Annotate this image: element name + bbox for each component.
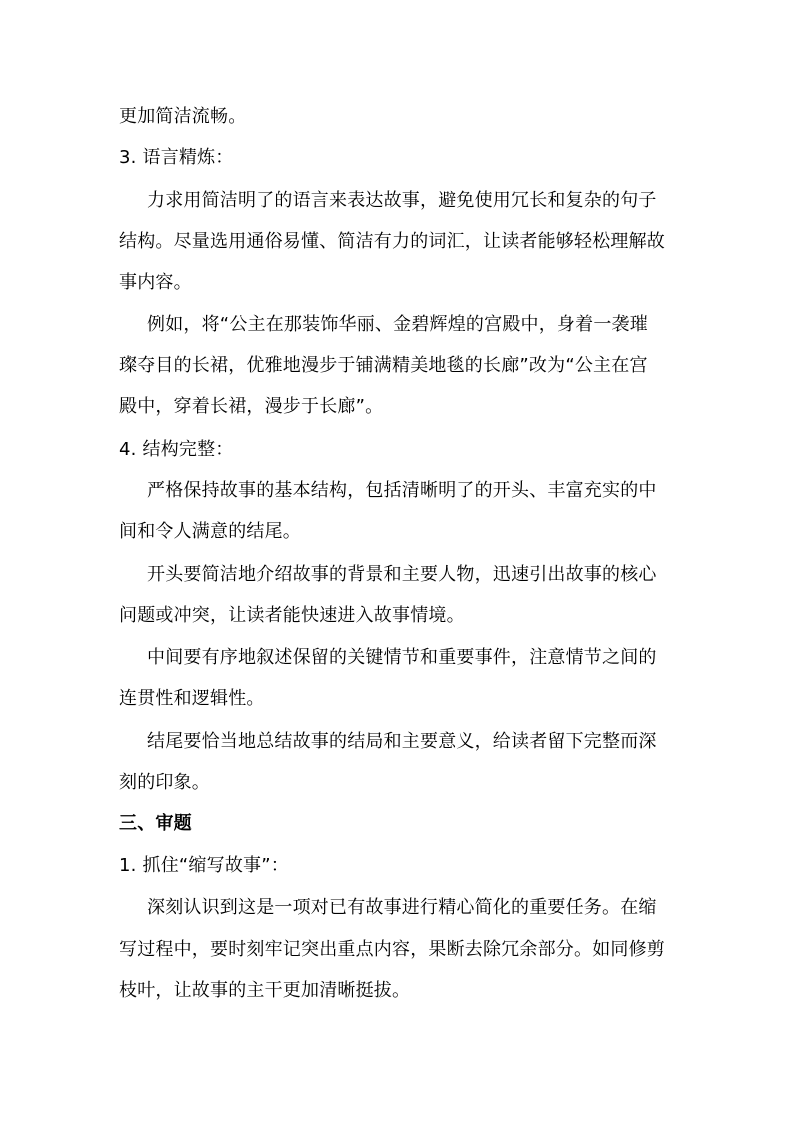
paragraph-line: 间和令人满意的结尾。 xyxy=(119,521,301,542)
list-item-heading: 3. 语言精炼： xyxy=(119,147,234,168)
paragraph-line: 事内容。 xyxy=(119,272,192,293)
paragraph-line: 问题或冲突，让读者能快速进入故事情境。 xyxy=(119,605,465,626)
paragraph-line: 力求用简洁明了的语言来表达故事，避免使用冗长和复杂的句子 xyxy=(147,190,657,211)
paragraph-line: 更加简洁流畅。 xyxy=(119,106,247,127)
paragraph-line: 殿中，穿着长裙，漫步于长廊”。 xyxy=(119,396,384,417)
section-heading: 三、审题 xyxy=(119,813,192,834)
paragraph-line: 结构。尽量选用通俗易懂、简洁有力的词汇，让读者能够轻松理解故 xyxy=(119,231,665,252)
list-item-heading: 1. 抓住“缩写故事”： xyxy=(119,855,289,876)
paragraph-line: 例如，将“公主在那装饰华丽、金碧辉煌的宫殿中，身着一袭璀 xyxy=(147,314,648,335)
paragraph-line: 开头要简洁地介绍故事的背景和主要人物，迅速引出故事的核心 xyxy=(147,564,657,585)
paragraph-line: 严格保持故事的基本结构，包括清晰明了的开头、丰富充实的中 xyxy=(147,480,657,501)
list-item-heading: 4. 结构完整： xyxy=(119,439,234,460)
paragraph-line: 结尾要恰当地总结故事的结局和主要意义，给读者留下完整而深 xyxy=(147,731,657,752)
paragraph-line: 枝叶，让故事的主干更加清晰挺拔。 xyxy=(119,980,411,1001)
paragraph-line: 连贯性和逻辑性。 xyxy=(119,688,265,709)
paragraph-line: 写过程中，要时刻牢记突出重点内容，果断去除冗余部分。如同修剪 xyxy=(119,939,665,960)
paragraph-line: 刻的印象。 xyxy=(119,772,210,793)
paragraph-line: 中间要有序地叙述保留的关键情节和重要事件，注意情节之间的 xyxy=(147,647,657,668)
paragraph-line: 璨夺目的长裙，优雅地漫步于铺满精美地毯的长廊”改为“公主在宫 xyxy=(119,355,648,376)
paragraph-line: 深刻认识到这是一项对已有故事进行精心简化的重要任务。在缩 xyxy=(147,897,657,918)
